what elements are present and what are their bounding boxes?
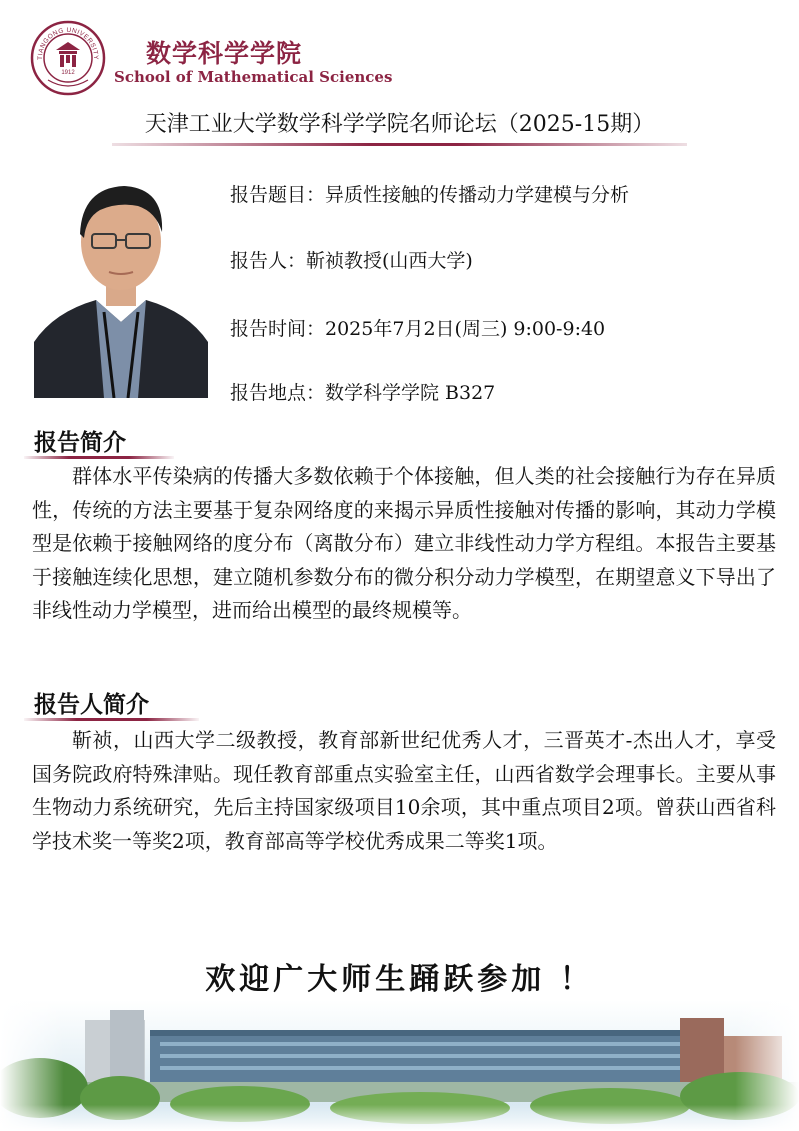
welcome-message: 欢迎广大师生踊跃参加 ！ [205,962,594,997]
report-topic: 报告题目：异质性接触的传播动力学建模与分析 [230,184,630,206]
abstract-text: 群体水平传染病的传播大多数依赖于个体接触，但人类的社会接触行为存在异质性，传统的方法主要基于复杂网络度的来揭示异质性接触对传播的影响，其动力学模型是依赖于接触网络的度分布（离散分布）建立非线性动力学方程组。本报告主要基于接触连续化思想，建立随机参数分布的微分积分动力学模型，在期望意义下导出了非线性动力学模型，进而给出模型的最终规模等。 [32,464,776,622]
abstract-heading-underline [24,456,174,459]
title-divider [112,143,687,146]
campus-banner-image [0,1000,799,1131]
university-logo [30,20,106,96]
svg-text:1912: 1912 [61,70,75,76]
bio-heading: 报告人简介 [34,691,149,718]
report-speaker: 报告人：靳祯教授(山西大学) [230,250,473,272]
school-name-cn: 数学科学学院 [146,39,303,68]
svg-text:TIANGONG UNIVERSITY: TIANGONG UNIVERSITY [36,26,100,61]
report-place: 报告地点：数学科学学院 B327 [230,382,496,404]
bio-heading-underline [24,718,199,721]
bio-text: 靳祯，山西大学二级教授，教育部新世纪优秀人才，三晋英才-杰出人才，享受国务院政府特殊津贴。现任教育部重点实验室主任，山西省数学会理事长。主要从事生物动力系统研究，先后主持国家级项目10余项，其中重点项目2项。曾获山西省科学技术奖一等奖2项，教育部高等学校优秀成果二等奖1项。 [32,728,776,853]
report-time: 报告时间：2025年7月2日(周三) 9:00-9:40 [230,318,606,340]
school-name-en: School of Mathematical Sciences [114,68,393,86]
abstract-heading: 报告简介 [34,429,126,456]
speaker-photo [34,172,208,398]
forum-title: 天津工业大学数学科学学院名师论坛（2025-15期） [144,112,655,137]
